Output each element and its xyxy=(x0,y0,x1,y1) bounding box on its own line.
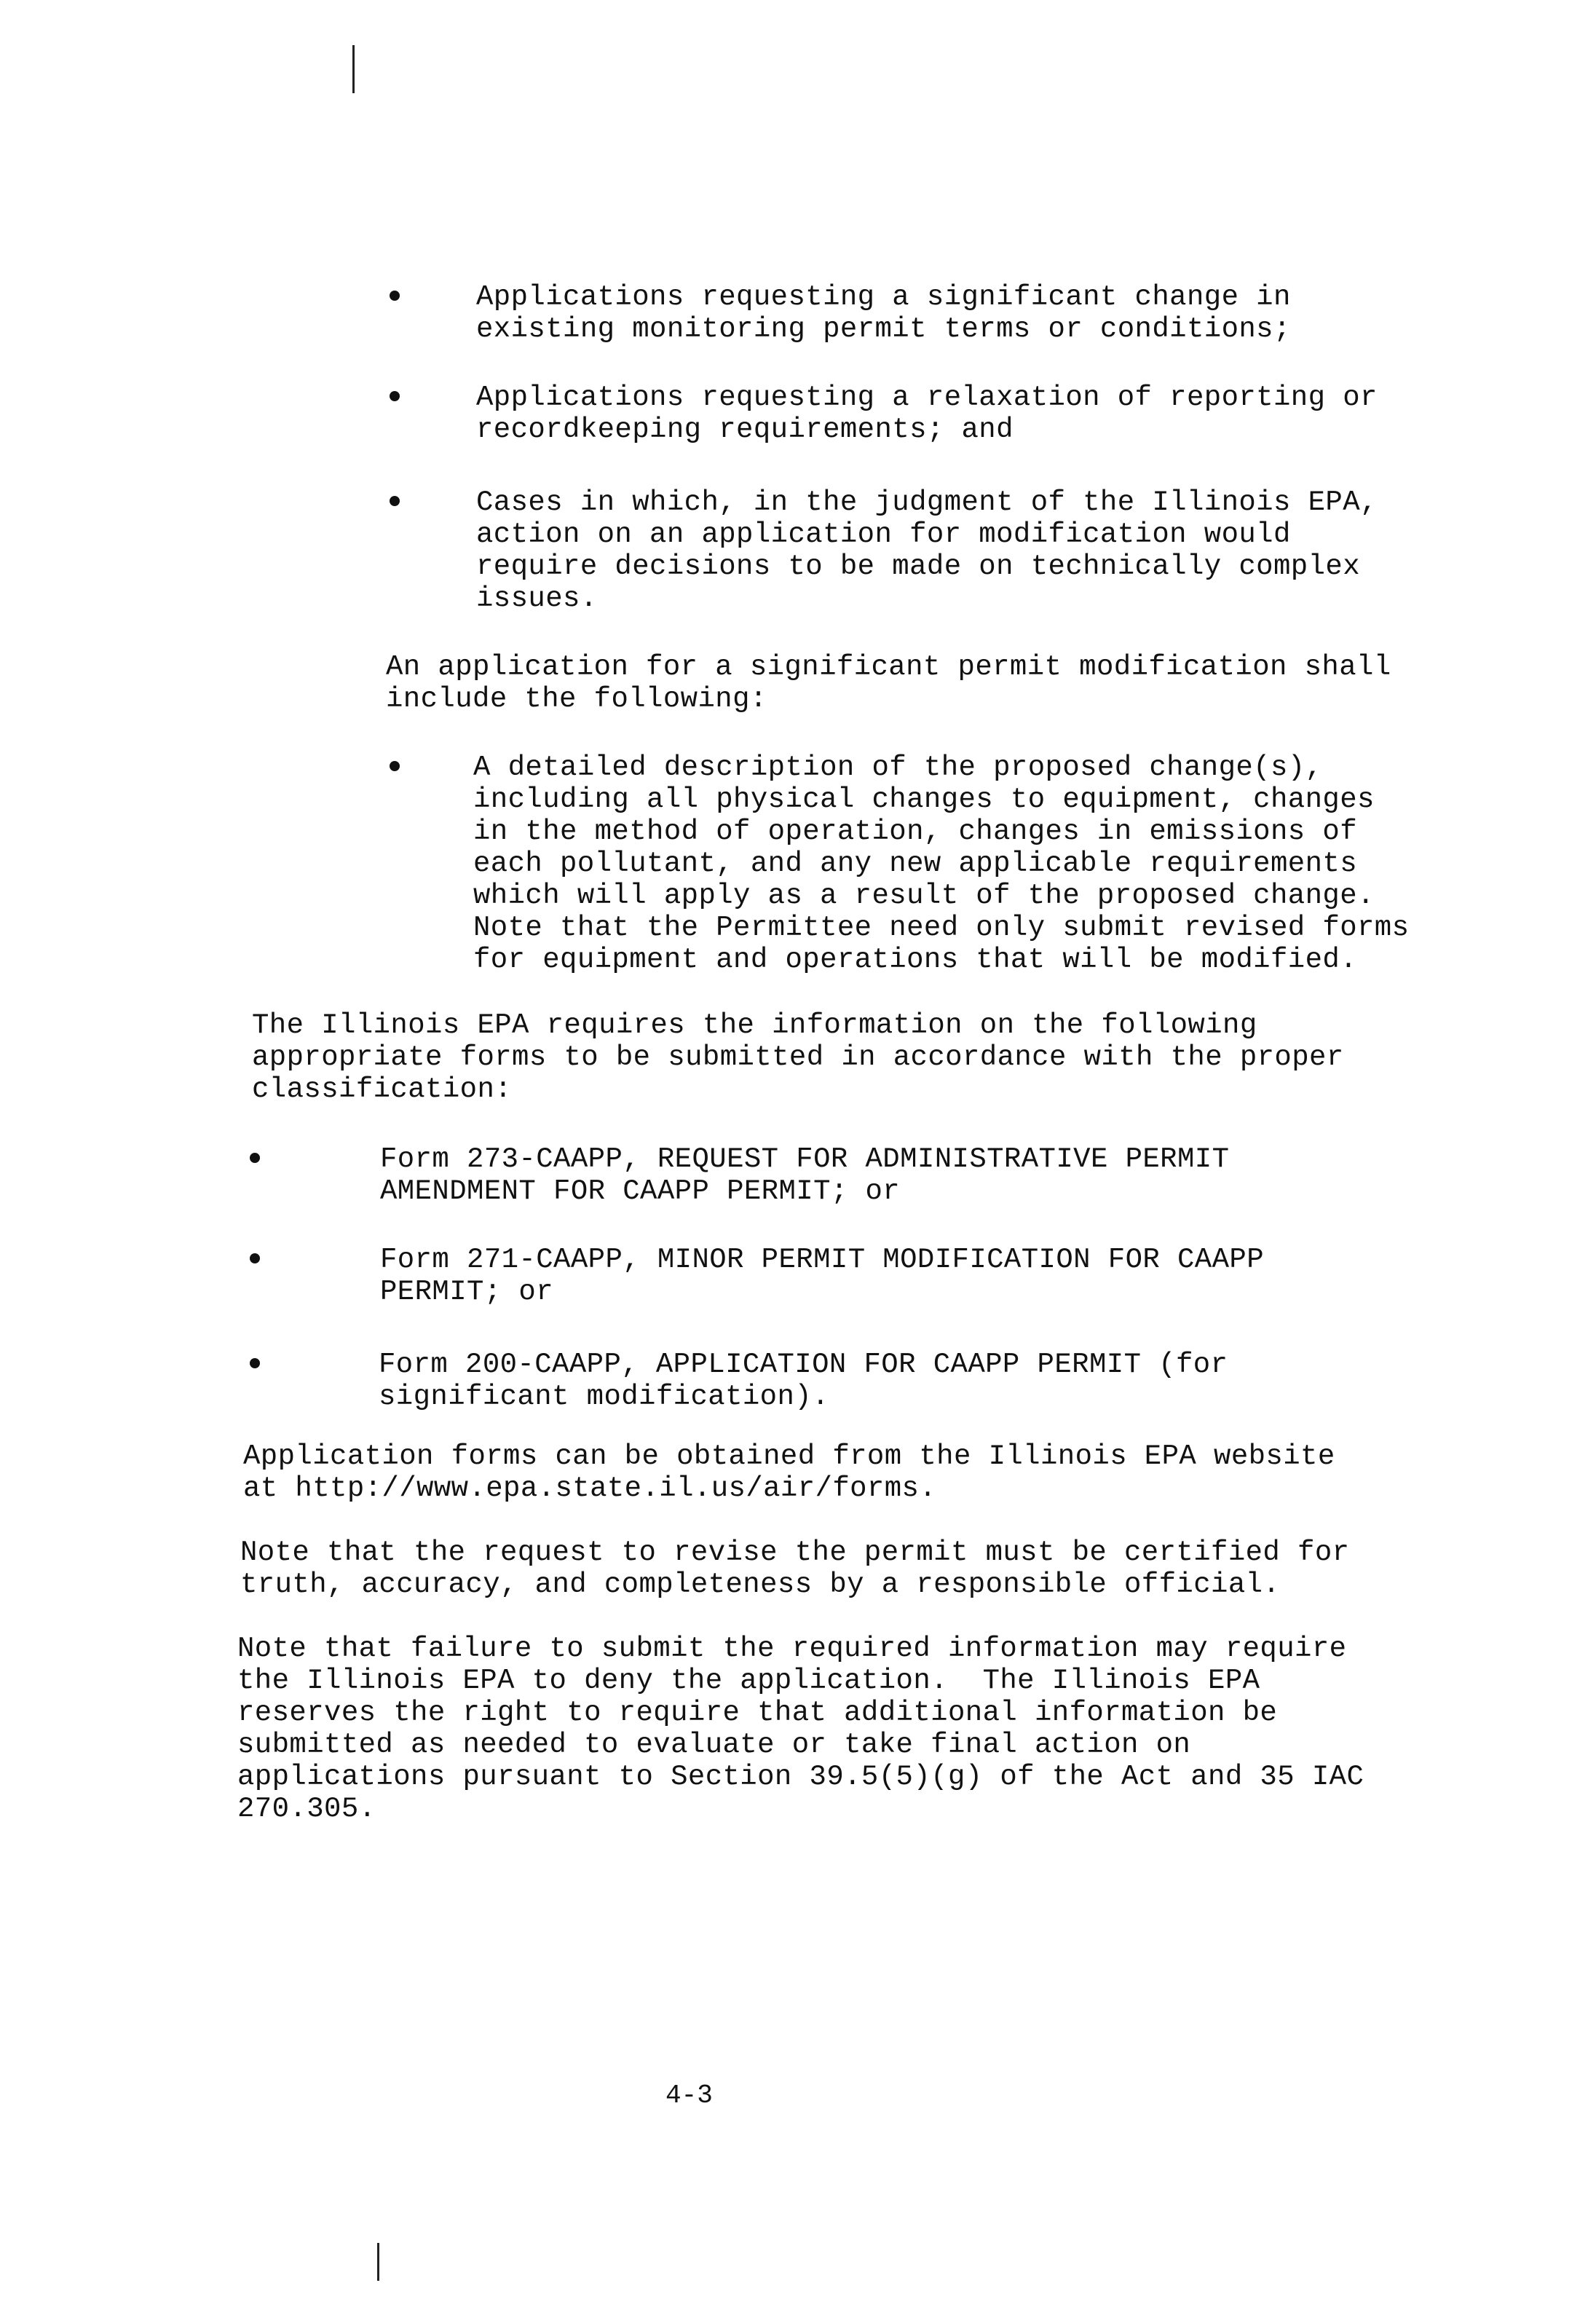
text-line: in the method of operation, changes in emissions of xyxy=(473,816,1357,848)
text-line: for equipment and operations that will be modified. xyxy=(473,944,1357,976)
text-line: existing monitoring permit terms or conditions; xyxy=(476,313,1291,345)
text-line: Applications requesting a significant change in xyxy=(476,281,1291,313)
text-line: submitted as needed to evaluate or take final action on xyxy=(237,1729,1191,1761)
bullet-icon xyxy=(250,1253,260,1263)
text-line: Note that the Permittee need only submit revised forms xyxy=(473,912,1410,944)
text-line: reserves the right to require that additional information be xyxy=(237,1697,1278,1729)
text-line: The Illinois EPA requires the information on the following xyxy=(252,1009,1257,1041)
bullet-icon xyxy=(390,761,400,771)
text-line: issues. xyxy=(476,583,598,615)
text-line: significant modification). xyxy=(379,1381,829,1413)
page-number: 4-3 xyxy=(665,2081,713,2110)
text-line: including all physical changes to equipment, changes xyxy=(473,784,1375,816)
text-line: which will apply as a result of the proposed change. xyxy=(473,880,1375,912)
text-line: applications pursuant to Section 39.5(5)(g) of the Act and 35 IAC xyxy=(237,1761,1364,1793)
text-line: recordkeeping requirements; and xyxy=(476,414,1014,446)
bullet-icon xyxy=(250,1153,260,1163)
text-line: An application for a significant permit modification shall xyxy=(386,651,1391,683)
bullet-icon xyxy=(390,291,400,301)
text-line: Note that the request to revise the permit must be certified for xyxy=(240,1537,1350,1569)
bullet-icon xyxy=(250,1358,260,1368)
text-line: include the following: xyxy=(386,683,767,715)
text-line: appropriate forms to be submitted in accordance with the proper xyxy=(252,1041,1344,1073)
text-line: at http://www.epa.state.il.us/air/forms. xyxy=(243,1472,937,1505)
text-line: PERMIT; or xyxy=(380,1276,554,1308)
text-line: Application forms can be obtained from the Illinois EPA website xyxy=(243,1440,1335,1472)
bullet-icon xyxy=(390,391,400,401)
text-line: Form 273-CAAPP, REQUEST FOR ADMINISTRATIVE PERMIT xyxy=(380,1143,1230,1175)
text-line: 270.305. xyxy=(237,1793,376,1825)
text-line: Applications requesting a relaxation of reporting or xyxy=(476,382,1378,414)
text-line: A detailed description of the proposed change(s), xyxy=(473,752,1323,784)
text-line: action on an application for modification would xyxy=(476,518,1291,551)
text-line: Form 271-CAAPP, MINOR PERMIT MODIFICATION FOR CAAPP xyxy=(380,1244,1264,1276)
text-line: the Illinois EPA to deny the application. The Illinois EPA xyxy=(237,1665,1260,1697)
scan-mark-top xyxy=(352,45,355,93)
scan-mark-bottom xyxy=(377,2243,379,2281)
text-line: each pollutant, and any new applicable requirements xyxy=(473,848,1357,880)
text-line: require decisions to be made on technically complex xyxy=(476,551,1360,583)
text-line: truth, accuracy, and completeness by a responsible official. xyxy=(240,1569,1281,1601)
text-line: classification: xyxy=(252,1073,513,1105)
text-line: Note that failure to submit the required information may require xyxy=(237,1633,1347,1665)
text-line: Cases in which, in the judgment of the Illinois EPA, xyxy=(476,486,1378,518)
text-line: AMENDMENT FOR CAAPP PERMIT; or xyxy=(380,1175,901,1207)
bullet-icon xyxy=(390,496,400,506)
text-line: Form 200-CAAPP, APPLICATION FOR CAAPP PERMIT (for xyxy=(379,1349,1228,1381)
